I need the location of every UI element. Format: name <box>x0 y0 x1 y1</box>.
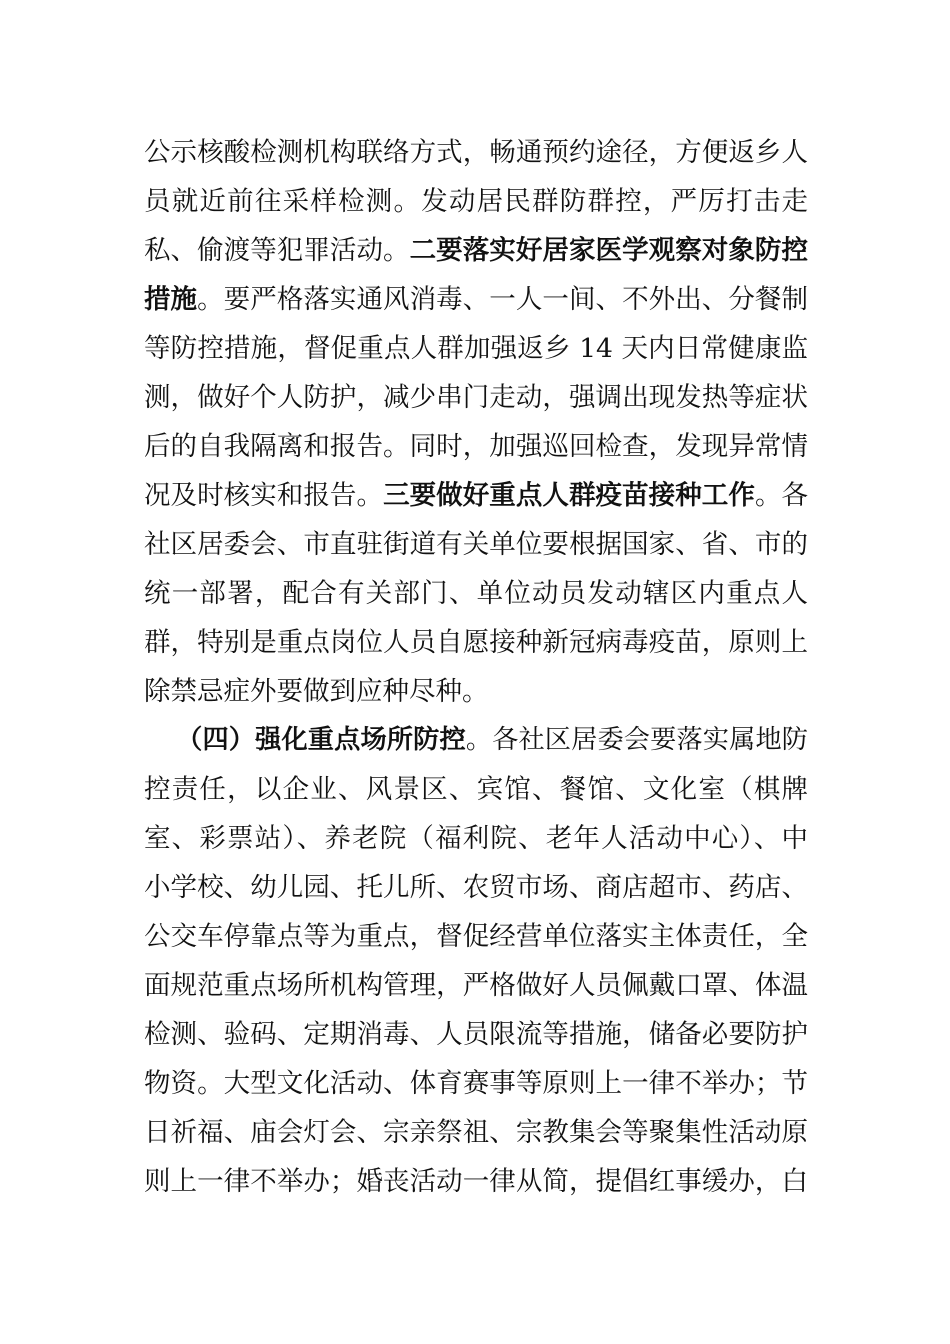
text-segment: 公示核酸检测机构联络方式，畅通预约途径，方便返乡人 <box>144 137 808 168</box>
text-line <box>144 863 808 912</box>
text-line <box>144 961 808 1010</box>
text-line <box>144 618 808 667</box>
text-segment: 则上一律不举办；婚丧活动一律从简，提倡红事缓办，白 <box>144 1166 808 1197</box>
text-line <box>144 520 808 569</box>
text-segment: 。各 <box>754 480 808 511</box>
paragraph-heading-line <box>144 716 808 765</box>
text-line <box>144 128 808 177</box>
text-segment: 员就近前往采样检测。发动居民群防群控，严厉打击走 <box>144 186 808 217</box>
text-line <box>144 324 808 373</box>
text-segment: 检测、验码、定期消毒、人员限流等措施，储备必要防护 <box>144 1019 808 1050</box>
text-segment: 等防控措施，督促重点人群加强返乡 14 天内日常健康监 <box>144 333 808 364</box>
text-segment: 后的自我隔离和报告。同时，加强巡回检查，发现异常情 <box>144 431 808 462</box>
text-segment: 除禁忌症外要做到应种尽种。 <box>144 676 489 707</box>
text-line <box>144 667 808 716</box>
text-segment: 。各社区居委会要落实属地防 <box>465 725 808 755</box>
text-segment: 面规范重点场所机构管理，严格做好人员佩戴口罩、体温 <box>144 970 808 1001</box>
text-line <box>144 275 808 324</box>
text-segment: 况及时核实和报告。 <box>144 480 384 511</box>
text-line <box>144 765 808 814</box>
text-line <box>144 177 808 226</box>
text-segment: 群，特别是重点岗位人员自愿接种新冠病毒疫苗，原则上 <box>144 627 808 658</box>
body-text <box>144 128 808 1206</box>
text-segment: 控责任，以企业、风景区、宾馆、餐馆、文化室（棋牌 <box>144 774 808 805</box>
emphasis-text: 措施 <box>144 284 198 315</box>
text-segment: 小学校、幼儿园、托儿所、农贸市场、商店超市、药店、 <box>144 872 808 903</box>
emphasis-text: 三要做好重点人群疫苗接种工作 <box>383 480 755 511</box>
text-line <box>144 226 808 275</box>
text-line <box>144 912 808 961</box>
text-line <box>144 569 808 618</box>
text-segment: 公交车停靠点等为重点，督促经营单位落实主体责任，全 <box>144 921 808 952</box>
text-segment: 统一部署，配合有关部门、单位动员发动辖区内重点人 <box>144 578 808 609</box>
text-line <box>144 1157 808 1206</box>
text-segment: 社区居委会、市直驻街道有关单位要根据国家、省、市的 <box>144 529 808 560</box>
text-segment: 室、彩票站）、养老院（福利院、老年人活动中心）、中 <box>144 823 808 854</box>
text-segment: 物资。大型文化活动、体育赛事等原则上一律不举办；节 <box>144 1068 808 1099</box>
text-line <box>144 422 808 471</box>
text-line <box>144 1010 808 1059</box>
emphasis-text: （四）强化重点场所防控 <box>176 725 466 755</box>
text-line <box>144 1059 808 1108</box>
text-segment: 日祈福、庙会灯会、宗亲祭祖、宗教集会等聚集性活动原 <box>144 1117 808 1148</box>
text-line <box>144 373 808 422</box>
text-segment: 测，做好个人防护，减少串门走动，强调出现发热等症状 <box>144 382 808 413</box>
text-line <box>144 814 808 863</box>
emphasis-text: 二要落实好居家医学观察对象防控 <box>409 235 808 266</box>
text-line <box>144 1108 808 1157</box>
text-segment: 私、偷渡等犯罪活动。 <box>144 235 410 266</box>
text-segment: 。要严格落实通风消毒、一人一间、不外出、分餐制 <box>197 284 808 315</box>
text-line <box>144 471 808 520</box>
